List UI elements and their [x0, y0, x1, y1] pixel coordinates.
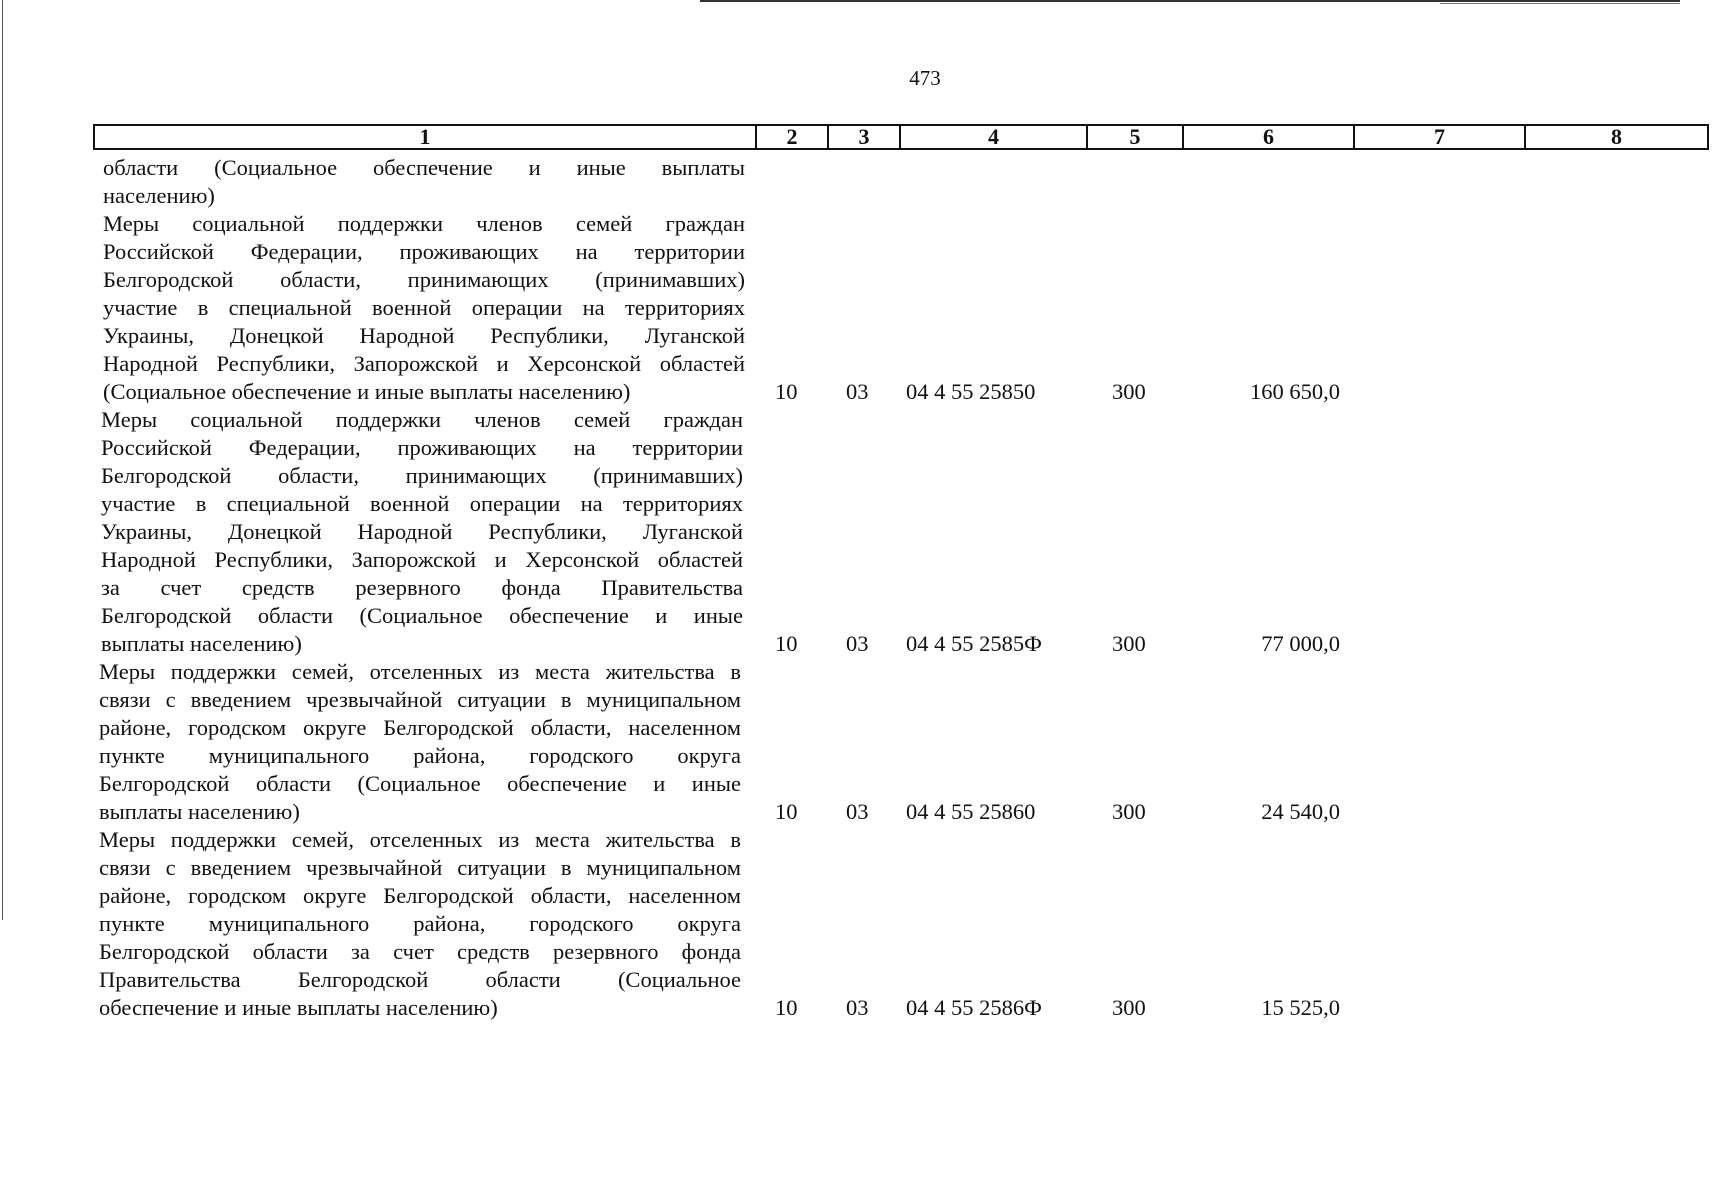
description-line: Российской Федерации, проживающих на территории — [101, 435, 743, 460]
target-code: 04 4 55 2585Ф — [906, 631, 1042, 656]
target-code: 04 4 55 25860 — [906, 799, 1036, 824]
description-line: связи с введением чрезвычайной ситуации в муниципальном — [99, 687, 741, 712]
header-col-2: 2 — [757, 126, 829, 148]
description-line: Белгородской области (Социальное обеспечение и иные — [101, 603, 743, 628]
header-col-8: 8 — [1611, 124, 1622, 149]
row-description — [101, 406, 743, 658]
description-line: Меры поддержки семей, отселенных из места жительства в — [99, 827, 741, 852]
section-code: 10 — [775, 995, 798, 1020]
description-line: области (Социальное обеспечение и иные выплаты — [103, 155, 745, 180]
page-number: 473 — [909, 66, 941, 90]
description-line: Белгородской области, принимающих (принимавших) — [103, 267, 745, 292]
description-line: выплаты населению) — [99, 799, 300, 824]
table-header — [93, 124, 1709, 150]
description-line: Народной Республики, Запорожской и Херсонской областей — [101, 547, 743, 572]
description-line: (Социальное обеспечение и иные выплаты населению) — [103, 379, 631, 404]
description-line: за счет средств резервного фонда Правительства — [101, 575, 743, 600]
description-line: Меры поддержки семей, отселенных из места жительства в — [99, 659, 741, 684]
description-line: населению) — [103, 183, 215, 208]
amount: 24 540,0 — [1261, 799, 1340, 824]
description-line: участие в специальной военной операции на территориях — [103, 295, 745, 320]
amount: 77 000,0 — [1261, 631, 1340, 656]
header-col-6: 6 — [1184, 126, 1355, 148]
target-code: 04 4 55 2586Ф — [906, 995, 1042, 1020]
description-line: участие в специальной военной операции на территориях — [101, 491, 743, 516]
section-code: 10 — [775, 799, 798, 824]
description-line: Меры социальной поддержки членов семей граждан — [103, 211, 745, 236]
expense-type: 300 — [1112, 379, 1146, 404]
description-line: связи с введением чрезвычайной ситуации в муниципальном — [99, 855, 741, 880]
amount: 15 525,0 — [1261, 995, 1340, 1020]
description-line: Российской Федерации, проживающих на территории — [103, 239, 745, 264]
description-line: Белгородской области (Социальное обеспечение и иные — [99, 771, 741, 796]
header-col-1: 1 — [95, 126, 757, 148]
section-code: 10 — [775, 631, 798, 656]
row-description — [99, 658, 741, 826]
description-line: Белгородской области за счет средств резервного фонда — [99, 939, 741, 964]
description-line: районе, городском округе Белгородской области, населенном — [99, 715, 741, 740]
target-code: 04 4 55 25850 — [906, 379, 1036, 404]
description-line: выплаты населению) — [101, 631, 302, 656]
scan-edge-left — [2, 0, 3, 920]
scan-edge-top-right — [1440, 3, 1680, 4]
expense-type: 300 — [1112, 995, 1146, 1020]
subsection-code: 03 — [846, 379, 869, 404]
header-col-5: 5 — [1088, 126, 1184, 148]
row-description — [103, 154, 745, 210]
subsection-code: 03 — [846, 799, 869, 824]
header-col-7: 7 — [1355, 126, 1526, 148]
description-line: пункте муниципального района, городского округа — [99, 911, 741, 936]
row-description — [103, 210, 745, 406]
expense-type: 300 — [1112, 631, 1146, 656]
description-line: обеспечение и иные выплаты населению) — [99, 995, 498, 1020]
section-code: 10 — [775, 379, 798, 404]
subsection-code: 03 — [846, 995, 869, 1020]
description-line: Правительства Белгородской области (Социальное — [99, 967, 741, 992]
description-line: Украины, Донецкой Народной Республики, Луганской — [101, 519, 743, 544]
description-line: Белгородской области, принимающих (принимавших) — [101, 463, 743, 488]
expense-type: 300 — [1112, 799, 1146, 824]
amount: 160 650,0 — [1250, 379, 1340, 404]
header-col-4: 4 — [901, 126, 1088, 148]
subsection-code: 03 — [846, 631, 869, 656]
description-line: Народной Республики, Запорожской и Херсонской областей — [103, 351, 745, 376]
scan-edge-top — [700, 0, 1680, 2]
description-line: Украины, Донецкой Народной Республики, Луганской — [103, 323, 745, 348]
description-line: районе, городском округе Белгородской области, населенном — [99, 883, 741, 908]
row-description — [99, 826, 741, 1022]
description-line: пункте муниципального района, городского округа — [99, 743, 741, 768]
header-col-3: 3 — [829, 126, 901, 148]
description-line: Меры социальной поддержки членов семей граждан — [101, 407, 743, 432]
